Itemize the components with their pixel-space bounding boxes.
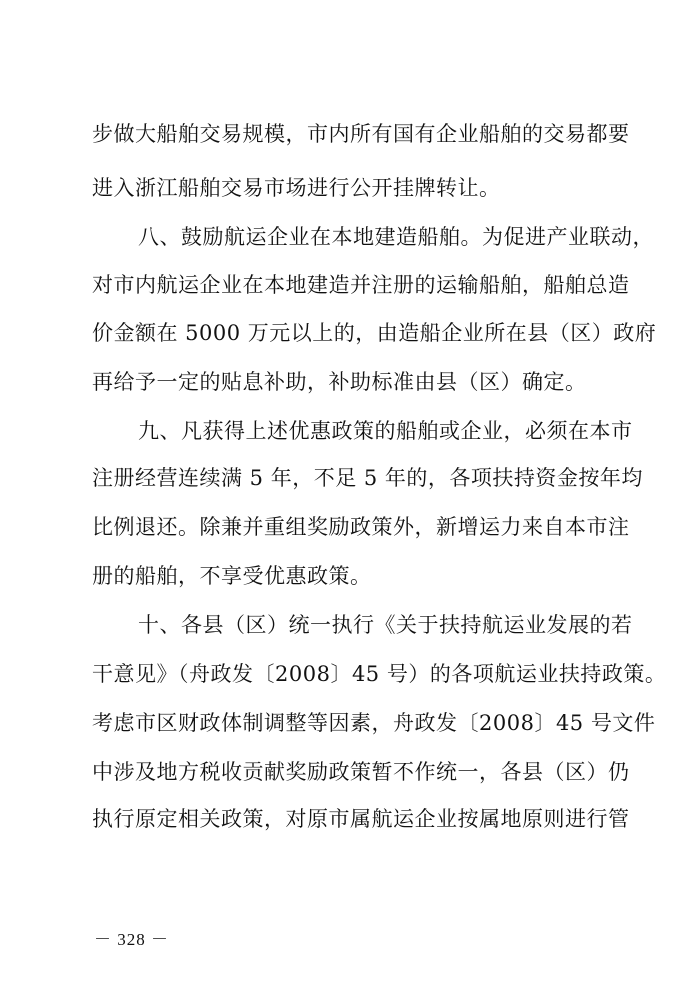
text-line-8: 注册经营连续满 5 年，不足 5 年的，各项扶持资金按年均 bbox=[92, 466, 643, 490]
text-line-14: 中涉及地方税收贡献奖励政策暂不作统一，各县（区）仍 bbox=[92, 760, 630, 784]
text-line-2: 进入浙江船舶交易市场进行公开挂牌转让。 bbox=[92, 176, 501, 200]
text-line-1: 步做大船舶交易规模，市内所有国有企业船舶的交易都要 bbox=[92, 122, 630, 146]
text-line-12: 干意见》（舟政发〔2008〕45 号）的各项航运业扶持政策。 bbox=[92, 662, 667, 686]
text-line-4: 对市内航运企业在本地建造并注册的运输船舶，船舶总造 bbox=[92, 273, 630, 297]
text-line-7: 九、凡获得上述优惠政策的船舶或企业，必须在本市 bbox=[138, 419, 633, 443]
page-number: － 328 － bbox=[94, 930, 169, 949]
text-line-6: 再给予一定的贴息补助，补助标准由县（区）确定。 bbox=[92, 370, 587, 394]
text-line-13: 考虑市区财政体制调整等因素，舟政发〔2008〕45 号文件 bbox=[92, 711, 656, 735]
text-line-9: 比例退还。除兼并重组奖励政策外，新增运力来自本市注 bbox=[92, 515, 630, 539]
text-line-5: 价金额在 5000 万元以上的，由造船企业所在县（区）政府 bbox=[92, 321, 657, 345]
text-line-10: 册的船舶，不享受优惠政策。 bbox=[92, 564, 372, 588]
text-line-11: 十、各县（区）统一执行《关于扶持航运业发展的若 bbox=[138, 613, 633, 637]
text-line-15: 执行原定相关政策，对原市属航运企业按属地原则进行管 bbox=[92, 807, 630, 831]
text-line-3: 八、鼓励航运企业在本地建造船舶。为促进产业联动， bbox=[138, 225, 654, 249]
